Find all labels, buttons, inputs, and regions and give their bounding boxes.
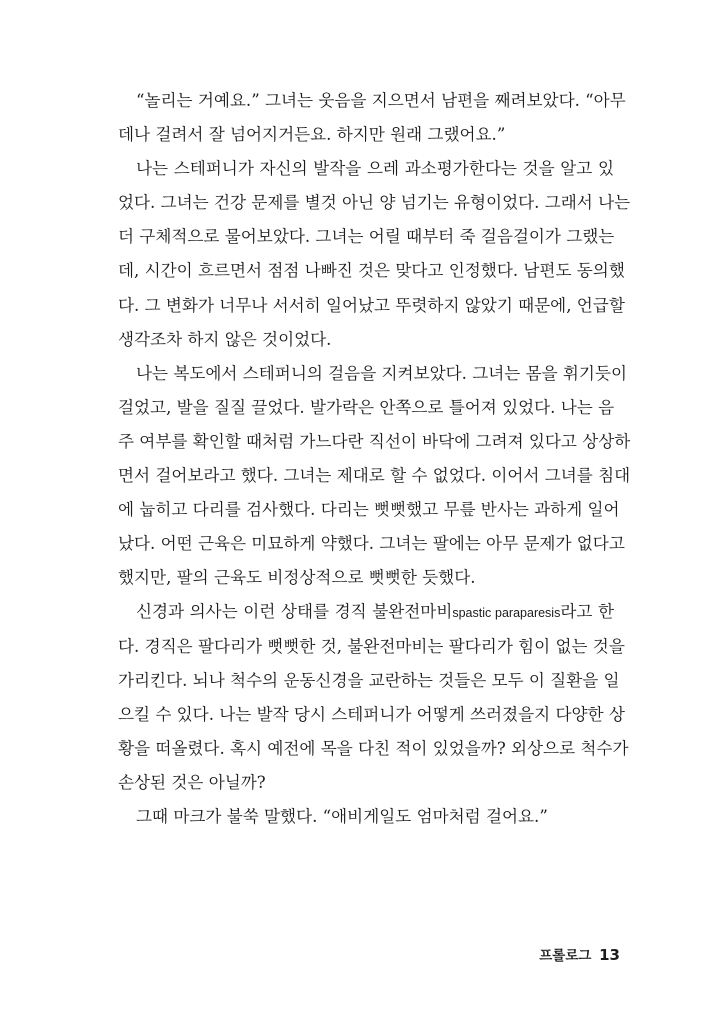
text-line: 가리킨다. 뇌나 척수의 운동신경을 교란하는 것들은 모두 이 질환을 일 — [118, 670, 620, 690]
english-term: spastic paraparesis — [452, 606, 561, 621]
text-line: 다. 그 변화가 너무나 서서히 일어났고 뚜렷하지 않았기 때문에, 언급할 — [118, 295, 625, 315]
text-line: “놀리는 거예요.” 그녀는 웃음을 지으면서 남편을 째려보았다. “아무 — [136, 91, 626, 110]
text-line: 걸었고, 발을 질질 끌었다. 발가락은 안쪽으로 틀어져 있었다. 나는 음 — [118, 397, 615, 417]
paragraph — [118, 152, 631, 357]
text-line: 었다. 그녀는 건강 문제를 별것 아닌 양 넘기는 유형이었다. 그래서 나는 — [118, 193, 631, 213]
paragraph — [118, 595, 629, 800]
text-line: 으킬 수 있다. 나는 발작 당시 스테퍼니가 어떻게 쓰러졌을지 다양한 상 — [118, 704, 625, 724]
text-line: 손상된 것은 아닐까? — [118, 772, 266, 792]
text-line: 주 여부를 확인할 때처럼 가느다란 직선이 바닥에 그려져 있다고 상상하 — [118, 431, 631, 451]
text-segment: 라고 한 — [560, 602, 614, 622]
text-line — [118, 595, 614, 629]
text-line: 데, 시간이 흐르면서 점점 나빠진 것은 맞다고 인정했다. 남편도 동의했 — [118, 261, 625, 281]
text-line: 데나 걸려서 잘 넘어지거든요. 하지만 원래 그랬어요.” — [118, 125, 506, 145]
text-line: 그때 마크가 불쑥 말했다. “애비게일도 엄마처럼 걸어요.” — [136, 806, 548, 826]
text-line: 에 눕히고 다리를 검사했다. 다리는 뻣뻣했고 무릎 반사는 과하게 일어 — [118, 500, 620, 520]
body-text — [118, 84, 631, 834]
text-line: 면서 걸어보라고 했다. 그녀는 제대로 할 수 없었다. 이어서 그녀를 침대 — [118, 466, 631, 486]
text-line: 났다. 어떤 근육은 미묘하게 약했다. 그녀는 팔에는 아무 문제가 없다고 — [118, 534, 625, 554]
paragraph — [118, 357, 631, 596]
text-line: 황을 떠올렸다. 혹시 예전에 목을 다친 적이 있었을까? 외상으로 척수가 — [118, 738, 629, 758]
text-line: 다. 경직은 팔다리가 뻣뻣한 것, 불완전마비는 팔다리가 힘이 없는 것을 — [118, 636, 625, 656]
text-line: 생각조차 하지 않은 것이었다. — [118, 329, 332, 349]
text-segment: 신경과 의사는 이런 상태를 경직 불완전마비 — [136, 602, 453, 622]
page-footer — [539, 944, 620, 964]
paragraph — [118, 84, 626, 152]
page-number: 13 — [599, 946, 620, 964]
text-line: 나는 복도에서 스테퍼니의 걸음을 지켜보았다. 그녀는 몸을 휘기듯이 — [136, 363, 628, 383]
text-line: 더 구체적으로 물어보았다. 그녀는 어릴 때부터 죽 걸음걸이가 그랬는 — [118, 227, 615, 247]
chapter-label: 프롤로그 — [539, 948, 592, 964]
text-line: 나는 스테퍼니가 자신의 발작을 으레 과소평가한다는 것을 알고 있 — [136, 159, 614, 179]
text-line: 했지만, 팔의 근육도 비정상적으로 뻣뻣한 듯했다. — [118, 568, 476, 588]
paragraph — [118, 800, 614, 834]
